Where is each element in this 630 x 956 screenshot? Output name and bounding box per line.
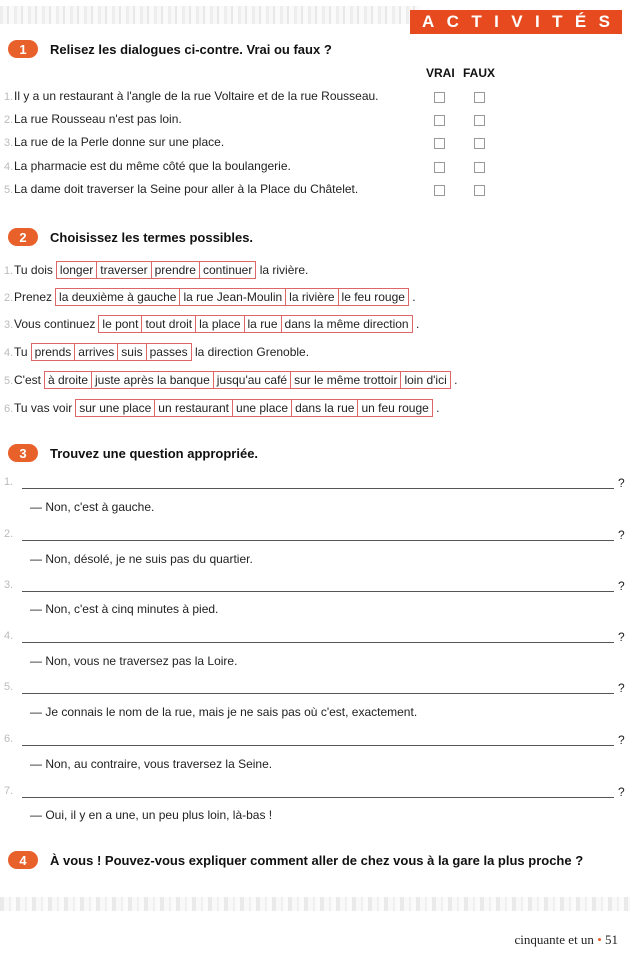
choice-suffix: la rivière. bbox=[259, 263, 309, 277]
item-number: 3. bbox=[4, 579, 14, 591]
faux-checkbox-5[interactable] bbox=[474, 185, 485, 196]
item-number: 3. bbox=[4, 319, 14, 331]
answer-text: — Oui, il y en a une, un peu plus loin, là-bas ! bbox=[30, 808, 273, 822]
question-input-line-7[interactable] bbox=[22, 797, 614, 798]
choice-prefix: C'est bbox=[14, 373, 41, 387]
choice-option[interactable]: un feu rouge bbox=[357, 399, 432, 417]
choice-option[interactable]: prends bbox=[31, 343, 76, 361]
choice-suffix: . bbox=[415, 317, 420, 331]
page-number-words: cinquante et un bbox=[514, 932, 594, 947]
item-text: La rue Rousseau n'est pas loin. bbox=[14, 112, 182, 126]
choice-item bbox=[4, 261, 308, 279]
banner-letter: V bbox=[511, 12, 523, 31]
banner-letter: I bbox=[494, 12, 499, 31]
item-number: 5. bbox=[4, 681, 14, 693]
question-input-line-6[interactable] bbox=[22, 745, 614, 746]
question-input-line-5[interactable] bbox=[22, 693, 614, 694]
truefalse-item bbox=[4, 133, 224, 151]
question-mark: ? bbox=[618, 733, 625, 747]
choice-option[interactable]: prendre bbox=[151, 261, 200, 279]
choice-prefix: Tu dois bbox=[14, 263, 53, 277]
choice-item bbox=[4, 343, 309, 361]
vrai-checkbox-4[interactable] bbox=[434, 162, 445, 173]
bullet-icon: • bbox=[597, 932, 602, 947]
bottom-decorative-band bbox=[0, 897, 630, 911]
choice-option[interactable]: un restaurant bbox=[154, 399, 233, 417]
choice-prefix: Prenez bbox=[14, 290, 53, 304]
choice-option[interactable]: la rivière bbox=[285, 288, 338, 306]
item-number: 2. bbox=[4, 292, 14, 304]
choice-item bbox=[4, 399, 440, 417]
question-input-line-4[interactable] bbox=[22, 642, 614, 643]
page-footer bbox=[515, 932, 618, 948]
choice-option[interactable]: dans la même direction bbox=[281, 315, 413, 333]
choice-option[interactable]: suis bbox=[117, 343, 146, 361]
item-number: 4. bbox=[4, 347, 14, 359]
item-number: 5. bbox=[4, 375, 14, 387]
section-1-title: Relisez les dialogues ci-contre. Vrai ou faux ? bbox=[50, 42, 332, 57]
choice-option[interactable]: à droite bbox=[44, 371, 92, 389]
choice-prefix: Tu vas voir bbox=[14, 401, 73, 415]
page-number: 51 bbox=[605, 932, 618, 947]
question-input-line-2[interactable] bbox=[22, 540, 614, 541]
choice-option[interactable]: une place bbox=[232, 399, 292, 417]
choice-suffix: . bbox=[436, 401, 440, 415]
choice-item bbox=[4, 315, 419, 333]
choice-option[interactable]: continuer bbox=[199, 261, 256, 279]
truefalse-item bbox=[4, 110, 182, 128]
answer-text: — Je connais le nom de la rue, mais je ne sais pas où c'est, exactement. bbox=[30, 705, 418, 719]
choice-option[interactable]: sur une place bbox=[75, 399, 155, 417]
choice-option[interactable]: arrives bbox=[74, 343, 118, 361]
question-input-line-1[interactable] bbox=[22, 488, 614, 489]
faux-checkbox-4[interactable] bbox=[474, 162, 485, 173]
faux-checkbox-3[interactable] bbox=[474, 138, 485, 149]
activites-banner bbox=[410, 10, 622, 34]
truefalse-item bbox=[4, 180, 358, 198]
choice-option[interactable]: le pont bbox=[98, 315, 142, 333]
question-mark: ? bbox=[618, 579, 625, 593]
choice-option[interactable]: le feu rouge bbox=[338, 288, 409, 306]
answer-text: — Non, au contraire, vous traversez la Seine. bbox=[30, 757, 273, 771]
item-number: 3. bbox=[4, 137, 14, 149]
banner-letter: A bbox=[422, 12, 435, 31]
item-number: 6. bbox=[4, 403, 14, 415]
item-number: 2. bbox=[4, 114, 14, 126]
question-mark: ? bbox=[618, 681, 625, 695]
banner-letter: I bbox=[534, 12, 540, 31]
section-3-title: Trouvez une question appropriée. bbox=[50, 446, 259, 461]
answer-text: — Non, c'est à cinq minutes à pied. bbox=[30, 602, 219, 616]
truefalse-item bbox=[4, 87, 379, 105]
item-number: 1. bbox=[4, 476, 14, 488]
choice-option[interactable]: jusqu'au café bbox=[213, 371, 291, 389]
choice-suffix: la direction Grenoble. bbox=[195, 345, 310, 359]
choice-option[interactable]: longer bbox=[56, 261, 97, 279]
item-number: 2. bbox=[4, 528, 14, 540]
item-text: La rue de la Perle donne sur une place. bbox=[14, 135, 225, 149]
choice-option[interactable]: passes bbox=[146, 343, 192, 361]
vrai-header: VRAI bbox=[426, 66, 455, 80]
top-decorative-band bbox=[0, 6, 420, 24]
answer-text: — Non, désolé, je ne suis pas du quartier. bbox=[30, 552, 253, 566]
item-number: 4. bbox=[4, 630, 14, 642]
banner-letter: C bbox=[446, 12, 459, 31]
question-input-line-3[interactable] bbox=[22, 591, 614, 592]
item-number: 1. bbox=[4, 265, 14, 277]
choice-suffix: . bbox=[412, 290, 416, 304]
banner-letter: T bbox=[471, 12, 482, 31]
item-number: 5. bbox=[4, 184, 14, 196]
truefalse-item bbox=[4, 157, 291, 175]
item-text: La pharmacie est du même côté que la boulangerie. bbox=[14, 159, 291, 173]
choice-option[interactable]: tout droit bbox=[141, 315, 196, 333]
item-number: 7. bbox=[4, 785, 14, 797]
section-4-title: À vous ! Pouvez-vous expliquer comment aller de chez vous à la gare la plus proche ? bbox=[50, 853, 584, 868]
choice-suffix: . bbox=[454, 373, 458, 387]
choice-option[interactable]: la deuxième à gauche bbox=[55, 288, 180, 306]
choice-item bbox=[4, 288, 416, 306]
section-2-title: Choisissez les termes possibles. bbox=[50, 230, 254, 245]
choice-option[interactable]: loin d'ici bbox=[400, 371, 450, 389]
question-mark: ? bbox=[618, 528, 625, 542]
section-3-badge: 3 bbox=[8, 444, 38, 462]
choice-prefix: Vous continuez bbox=[14, 317, 96, 331]
question-mark: ? bbox=[618, 476, 625, 490]
choice-item bbox=[4, 371, 457, 389]
item-number: 6. bbox=[4, 733, 14, 745]
answer-text: — Non, vous ne traversez pas la Loire. bbox=[30, 654, 238, 668]
item-number: 1. bbox=[4, 91, 14, 103]
banner-letter: S bbox=[598, 12, 610, 31]
choice-option[interactable]: la rue bbox=[244, 315, 282, 333]
vrai-checkbox-2[interactable] bbox=[434, 115, 445, 126]
banner-letter: É bbox=[574, 12, 587, 31]
choice-prefix: Tu bbox=[14, 345, 28, 359]
faux-checkbox-2[interactable] bbox=[474, 115, 485, 126]
choice-option[interactable]: dans la rue bbox=[291, 399, 358, 417]
banner-letter: T bbox=[552, 12, 563, 31]
item-text: La dame doit traverser la Seine pour aller à la Place du Châtelet. bbox=[14, 182, 359, 196]
section-2-badge: 2 bbox=[8, 228, 38, 246]
question-mark: ? bbox=[618, 785, 625, 799]
faux-header: FAUX bbox=[463, 66, 496, 80]
faux-checkbox-1[interactable] bbox=[474, 92, 485, 103]
item-number: 4. bbox=[4, 161, 14, 173]
choice-option[interactable]: sur le même trottoir bbox=[290, 371, 401, 389]
choice-option[interactable]: la place bbox=[195, 315, 244, 333]
question-mark: ? bbox=[618, 630, 625, 644]
choice-option[interactable]: la rue Jean-Moulin bbox=[179, 288, 286, 306]
section-1-badge: 1 bbox=[8, 40, 38, 58]
choice-option[interactable]: juste après la banque bbox=[91, 371, 214, 389]
choice-option[interactable]: traverser bbox=[96, 261, 151, 279]
item-text: Il y a un restaurant à l'angle de la rue Voltaire et de la rue Rousseau. bbox=[14, 89, 379, 103]
section-4-badge: 4 bbox=[8, 851, 38, 869]
vrai-checkbox-5[interactable] bbox=[434, 185, 445, 196]
vrai-checkbox-3[interactable] bbox=[434, 138, 445, 149]
answer-text: — Non, c'est à gauche. bbox=[30, 500, 155, 514]
vrai-checkbox-1[interactable] bbox=[434, 92, 445, 103]
